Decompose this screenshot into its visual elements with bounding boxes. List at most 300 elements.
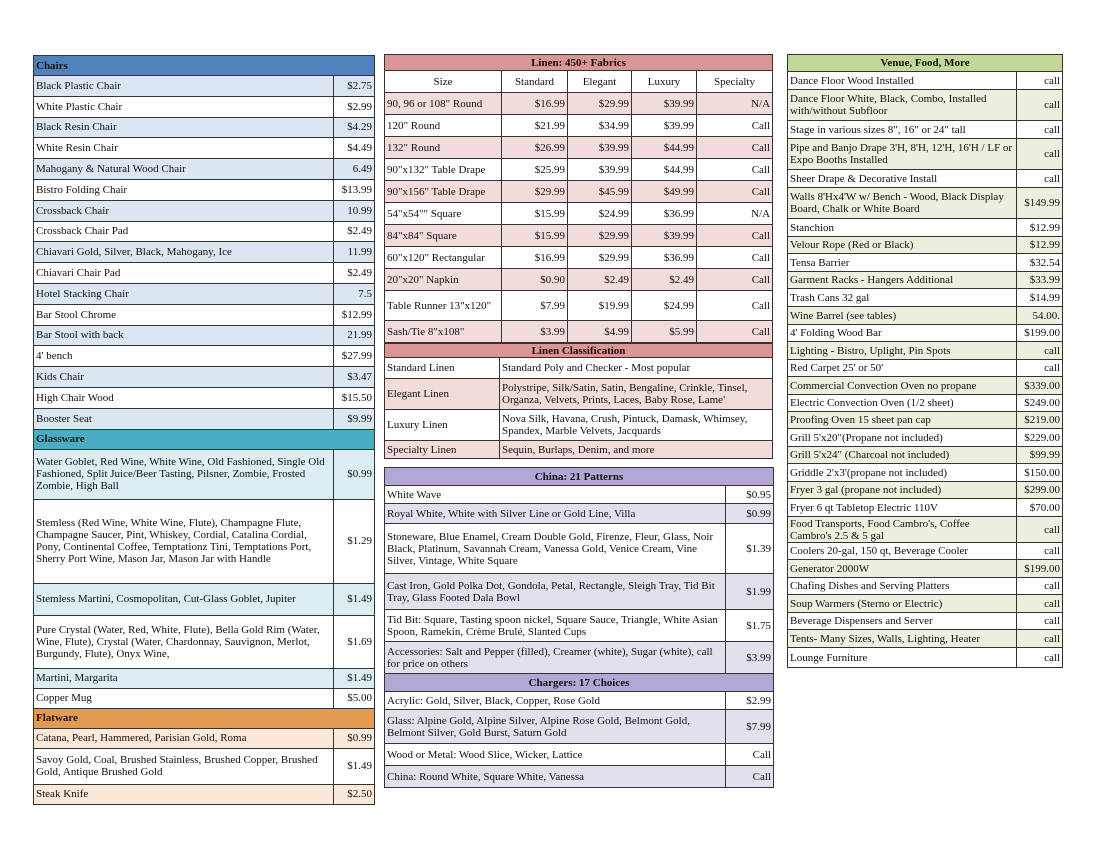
linen-price: $39.99 <box>568 137 632 159</box>
venue-item-price: $149.99 <box>1017 188 1063 219</box>
linen-price: $25.99 <box>502 159 568 181</box>
china-item-price: $0.99 <box>726 504 774 524</box>
glassware-item <box>34 499 375 583</box>
chair-item-price: 21.99 <box>334 325 375 346</box>
chair-item-name: Chiavari Chair Pad <box>34 263 334 284</box>
venue-item-name: Proofing Oven 15 sheet pan cap <box>788 412 1017 429</box>
venue-item-price: $99.99 <box>1017 447 1063 464</box>
venue-item-name: Velour Rope (Red or Black) <box>788 237 1017 254</box>
linen-price: Call <box>697 137 773 159</box>
charger-item-name: Glass: Alpine Gold, Alpine Silver, Alpine Rose Gold, Belmont Gold, Belmont Silver, Gold Burst, Saturn Gold <box>385 710 726 744</box>
linen-class-desc: Standard Poly and Checker - Most popular <box>500 358 773 379</box>
linen-price: $7.99 <box>502 291 568 321</box>
glassware-item-name: Copper Mug <box>34 688 334 708</box>
linen-price: Call <box>697 291 773 321</box>
venue-item-name: Lounge Furniture <box>788 648 1017 668</box>
chair-item-name: White Plastic Chair <box>34 96 334 117</box>
venue-item-price: call <box>1017 90 1063 121</box>
china-item <box>385 486 774 504</box>
chair-item <box>34 221 375 242</box>
chair-item-price: 6.49 <box>334 159 375 180</box>
venue-item-price: $150.00 <box>1017 464 1063 482</box>
charger-item-price: Call <box>726 766 774 788</box>
chair-item-name: Bar Stool Chrome <box>34 304 334 325</box>
chair-item-price: $2.49 <box>334 263 375 284</box>
linen-classification-header: Linen Classification <box>385 344 773 358</box>
venue-item-price: $14.99 <box>1017 289 1063 307</box>
venue-food-table <box>787 54 1063 668</box>
chair-item-name: Crossback Chair Pad <box>34 221 334 242</box>
linen-size: 120" Round <box>385 115 502 137</box>
linen-price: $16.99 <box>502 247 568 269</box>
flatware-header: Flatware <box>34 708 375 728</box>
venue-item-name: Dance Floor White, Black, Combo, Installed with/without Subfloor <box>788 90 1017 121</box>
venue-header-row <box>788 55 1063 72</box>
venue-item-price: call <box>1017 613 1063 630</box>
venue-item-name: Food Transports, Food Cambro's, Coffee Cambro's 2.5 & 5 gal <box>788 517 1017 543</box>
venue-item <box>788 499 1063 517</box>
linen-size: 54"x54"" Square <box>385 203 502 225</box>
chairs-header: Chairs <box>34 56 375 76</box>
venue-item-name: Sheer Drape & Decorative Install <box>788 170 1017 188</box>
venue-item-price: call <box>1017 578 1063 595</box>
charger-item-name: Acrylic: Gold, Silver, Black, Copper, Rose Gold <box>385 692 726 710</box>
glassware-item <box>34 688 375 708</box>
linen-price: Call <box>697 181 773 203</box>
linen-column-header: Luxury <box>632 71 697 93</box>
chair-item-price: $15.50 <box>334 387 375 408</box>
glassware-item <box>34 615 375 668</box>
venue-item <box>788 237 1063 254</box>
venue-item <box>788 429 1063 447</box>
chair-item-name: Hotel Stacking Chair <box>34 283 334 304</box>
chair-item-price: $2.49 <box>334 221 375 242</box>
china-item-price: $0.95 <box>726 486 774 504</box>
venue-item-name: Trash Cans 32 gal <box>788 289 1017 307</box>
chair-item-price: $13.99 <box>334 179 375 200</box>
chair-item-name: Chiavari Gold, Silver, Black, Mahogany, Ice <box>34 242 334 263</box>
glassware-item-name: Martini, Margarita <box>34 668 334 688</box>
venue-item <box>788 170 1063 188</box>
linen-class-desc: Nova Silk, Havana, Crush, Pintuck, Damask, Whimsey, Spandex, Marble Velvets, Jacquards <box>500 410 773 441</box>
linen-size: 132" Round <box>385 137 502 159</box>
linen-column-header: Standard <box>502 71 568 93</box>
china-chargers-table <box>384 467 774 788</box>
charger-item-name: Wood or Metal: Wood Slice, Wicker, Lattice <box>385 744 726 766</box>
chair-item-price: $2.99 <box>334 96 375 117</box>
venue-item-name: Lighting - Bistro, Uplight, Pin Spots <box>788 342 1017 360</box>
linen-header: Linen: 450+ Fabrics <box>385 55 773 71</box>
chair-item-price: $9.99 <box>334 408 375 429</box>
china-item <box>385 610 774 642</box>
chair-item <box>34 408 375 429</box>
venue-item-price: call <box>1017 72 1063 90</box>
venue-item-name: Commercial Convection Oven no propane <box>788 377 1017 395</box>
chair-item-name: Bistro Folding Chair <box>34 179 334 200</box>
linen-class-name: Luxury Linen <box>385 410 500 441</box>
venue-item-price: $12.99 <box>1017 219 1063 237</box>
linen-row <box>385 269 773 291</box>
linen-size: 90"x132" Table Drape <box>385 159 502 181</box>
venue-item-price: $339.00 <box>1017 377 1063 395</box>
venue-item-name: 4' Folding Wood Bar <box>788 325 1017 342</box>
linen-row <box>385 181 773 203</box>
chair-item <box>34 96 375 117</box>
linen-size: 20"x20" Napkin <box>385 269 502 291</box>
venue-item-price: $70.00 <box>1017 499 1063 517</box>
linen-column-header: Elegant <box>568 71 632 93</box>
venue-item-name: Coolers 20-gal, 150 qt, Beverage Cooler <box>788 543 1017 560</box>
linen-class-desc: Polystripe, Silk/Satin, Satin, Bengaline, Crinkle, Tinsel, Organza, Velvets, Prints, Laces, Baby Rose, Lame' <box>500 379 773 410</box>
linen-class-desc: Sequin, Burlaps, Denim, and more <box>500 441 773 459</box>
glassware-item-price: $1.49 <box>334 583 375 615</box>
venue-item <box>788 307 1063 325</box>
linen-price: $4.99 <box>568 321 632 343</box>
chair-item-name: Black Plastic Chair <box>34 76 334 97</box>
linen-class-row <box>385 410 773 441</box>
linen-price: $36.99 <box>632 203 697 225</box>
chair-item-price: 10.99 <box>334 200 375 221</box>
chair-item-name: Kids Chair <box>34 367 334 388</box>
china-item-price: $3.99 <box>726 642 774 674</box>
linen-price: $3.99 <box>502 321 568 343</box>
linen-price: Call <box>697 225 773 247</box>
linen-price: $39.99 <box>632 93 697 115</box>
venue-item <box>788 412 1063 429</box>
glassware-item-name: Stemless Martini, Cosmopolitan, Cut-Glass Goblet, Jupiter <box>34 583 334 615</box>
venue-item-name: Griddle 2'x3'(propane not included) <box>788 464 1017 482</box>
chair-item <box>34 76 375 97</box>
glassware-item-price: $1.29 <box>334 499 375 583</box>
venue-item <box>788 613 1063 630</box>
venue-item <box>788 560 1063 578</box>
linen-price: $2.49 <box>568 269 632 291</box>
venue-item-price: $12.99 <box>1017 237 1063 254</box>
linen-price: $5.99 <box>632 321 697 343</box>
glassware-item <box>34 583 375 615</box>
china-item-price: $1.39 <box>726 524 774 574</box>
china-item <box>385 642 774 674</box>
venue-item <box>788 272 1063 289</box>
venue-item-name: Garment Racks - Hangers Additional <box>788 272 1017 289</box>
venue-item <box>788 464 1063 482</box>
glassware-item-price: $5.00 <box>334 688 375 708</box>
chair-item-price: 11.99 <box>334 242 375 263</box>
glassware-item <box>34 449 375 499</box>
linen-size: Sash/Tie 8"x108" <box>385 321 502 343</box>
venue-item-name: Grill 5'x20"(Propane not included) <box>788 429 1017 447</box>
venue-item <box>788 578 1063 595</box>
glassware-header-row <box>34 429 375 449</box>
venue-item <box>788 325 1063 342</box>
chair-item-price: $2.75 <box>334 76 375 97</box>
flatware-item <box>34 784 375 804</box>
glassware-item <box>34 668 375 688</box>
linen-size: 60"x120" Rectangular <box>385 247 502 269</box>
linen-row <box>385 137 773 159</box>
chair-item <box>34 117 375 138</box>
glassware-item-name: Water Goblet, Red Wine, White Wine, Old Fashioned, Single Old Fashioned, Split Juice/Beer Tasting, Pilsner, Zombie, Frosted Zombie, High Ball <box>34 449 334 499</box>
venue-item <box>788 377 1063 395</box>
linen-price: $24.99 <box>568 203 632 225</box>
linen-price: $29.99 <box>568 225 632 247</box>
chair-item-name: Crossback Chair <box>34 200 334 221</box>
venue-item-name: Chafing Dishes and Serving Platters <box>788 578 1017 595</box>
linen-price: Call <box>697 115 773 137</box>
chair-item-name: White Resin Chair <box>34 138 334 159</box>
venue-item <box>788 139 1063 170</box>
venue-item <box>788 447 1063 464</box>
chair-item-name: High Chair Wood <box>34 387 334 408</box>
linen-classification-table <box>384 343 773 459</box>
venue-item-name: Stanchion <box>788 219 1017 237</box>
linen-column-headers <box>385 71 773 93</box>
linen-price: $39.99 <box>632 115 697 137</box>
linen-row <box>385 321 773 343</box>
venue-item-name: Fryer 6 qt Tabletop Electric 110V <box>788 499 1017 517</box>
venue-item-name: Soup Warmers (Sterno or Electric) <box>788 595 1017 613</box>
linen-row <box>385 115 773 137</box>
venue-item <box>788 219 1063 237</box>
linen-price: $15.99 <box>502 203 568 225</box>
linen-price: $29.99 <box>568 93 632 115</box>
linen-class-row <box>385 379 773 410</box>
glassware-item-price: $1.49 <box>334 668 375 688</box>
linen-price: $2.49 <box>632 269 697 291</box>
charger-item <box>385 766 774 788</box>
venue-item-name: Fryer 3 gal (propane not included) <box>788 482 1017 499</box>
glassware-item-name: Pure Crystal (Water, Red, White, Flute), Bella Gold Rim (Water, Wine, Flute), Crystal (Water, Chardonnay, Sauvignon, Merlot, Burgundy, Flute), Onyx Wine, <box>34 615 334 668</box>
linen-column-header: Specialty <box>697 71 773 93</box>
linen-price: $0.90 <box>502 269 568 291</box>
linen-size: 84"x84" Square <box>385 225 502 247</box>
venue-item-name: Tensa Barrier <box>788 254 1017 272</box>
linen-price: $39.99 <box>632 225 697 247</box>
chairs-header-row <box>34 56 375 76</box>
china-item-name: White Wave <box>385 486 726 504</box>
venue-item-name: Walls 8'Hx4'W w/ Bench - Wood, Black Display Board, Chalk or White Board <box>788 188 1017 219</box>
chair-item <box>34 325 375 346</box>
venue-item <box>788 543 1063 560</box>
charger-item-price: $7.99 <box>726 710 774 744</box>
venue-item-price: $299.00 <box>1017 482 1063 499</box>
chair-item-name: Mahogany & Natural Wood Chair <box>34 159 334 180</box>
linen-price: $26.99 <box>502 137 568 159</box>
china-item <box>385 574 774 610</box>
china-item-price: $1.75 <box>726 610 774 642</box>
charger-item <box>385 692 774 710</box>
venue-item-price: $32.54 <box>1017 254 1063 272</box>
venue-item-price: $249.00 <box>1017 395 1063 412</box>
linen-price: N/A <box>697 203 773 225</box>
chair-item <box>34 159 375 180</box>
venue-item-name: Wine Barrel (see tables) <box>788 307 1017 325</box>
venue-item <box>788 90 1063 121</box>
linen-row <box>385 225 773 247</box>
venue-item-name: Beverage Dispensers and Server <box>788 613 1017 630</box>
linen-price: $21.99 <box>502 115 568 137</box>
china-item-name: Royal White, White with Silver Line or Gold Line, Villa <box>385 504 726 524</box>
chair-item <box>34 200 375 221</box>
venue-item-price: $199.00 <box>1017 560 1063 578</box>
venue-item <box>788 342 1063 360</box>
chair-item-price: $27.99 <box>334 346 375 367</box>
venue-item <box>788 121 1063 139</box>
venue-item-name: Tents- Many Sizes, Walls, Lighting, Heater <box>788 630 1017 648</box>
linen-class-name: Standard Linen <box>385 358 500 379</box>
flatware-item-name: Steak Knife <box>34 784 334 804</box>
linen-price: N/A <box>697 93 773 115</box>
venue-item <box>788 188 1063 219</box>
venue-item-name: Electric Convection Oven (1/2 sheet) <box>788 395 1017 412</box>
chair-item-name: Bar Stool with back <box>34 325 334 346</box>
venue-item-name: Grill 5'x24" (Charcoal not included) <box>788 447 1017 464</box>
chair-item <box>34 138 375 159</box>
venue-header: Venue, Food, More <box>788 55 1063 72</box>
venue-item-name: Dance Floor Wood Installed <box>788 72 1017 90</box>
chair-item-price: $12.99 <box>334 304 375 325</box>
venue-item <box>788 254 1063 272</box>
chair-item-price: $4.49 <box>334 138 375 159</box>
linen-price: $44.99 <box>632 159 697 181</box>
venue-item-name: Pipe and Banjo Drape 3'H, 8'H, 12'H, 16'H / LF or Expo Booths Installed <box>788 139 1017 170</box>
linen-price: $15.99 <box>502 225 568 247</box>
flatware-item-name: Catana, Pearl, Hammered, Parisian Gold, Roma <box>34 728 334 748</box>
venue-item-price: call <box>1017 648 1063 668</box>
linen-row <box>385 93 773 115</box>
glassware-header: Glassware <box>34 429 375 449</box>
charger-item <box>385 710 774 744</box>
chair-item-price: 7.5 <box>334 283 375 304</box>
linen-column-header: Size <box>385 71 502 93</box>
linen-price: $19.99 <box>568 291 632 321</box>
china-header: China: 21 Patterns <box>385 468 774 486</box>
venue-item-name: Stage in various sizes 8", 16" or 24" tall <box>788 121 1017 139</box>
linen-classification-header-row <box>385 344 773 358</box>
flatware-item <box>34 728 375 748</box>
linen-price: $34.99 <box>568 115 632 137</box>
linen-class-row <box>385 441 773 459</box>
linen-size: 90"x156" Table Drape <box>385 181 502 203</box>
linen-price: $49.99 <box>632 181 697 203</box>
linen-price: $29.99 <box>568 247 632 269</box>
linen-price: Call <box>697 269 773 291</box>
chair-item <box>34 387 375 408</box>
chair-item-name: Booster Seat <box>34 408 334 429</box>
chair-item <box>34 367 375 388</box>
flatware-item-price: $0.99 <box>334 728 375 748</box>
venue-item-price: call <box>1017 170 1063 188</box>
venue-item-price: $229.00 <box>1017 429 1063 447</box>
chair-item <box>34 242 375 263</box>
venue-item <box>788 517 1063 543</box>
linen-table <box>384 54 773 343</box>
venue-item-price: call <box>1017 595 1063 613</box>
venue-item-price: $219.00 <box>1017 412 1063 429</box>
flatware-item-price: $1.49 <box>334 748 375 784</box>
venue-item-name: Generator 2000W <box>788 560 1017 578</box>
china-item-name: Accessories: Salt and Pepper (filled), Creamer (white), Sugar (white), call for price on others <box>385 642 726 674</box>
chair-item <box>34 263 375 284</box>
linen-price: Call <box>697 321 773 343</box>
glassware-item-price: $0.99 <box>334 449 375 499</box>
china-item-name: Cast Iron, Gold Polka Dot, Gondola, Petal, Rectangle, Sleigh Tray, Tid Bit Tray, Glass Footed Dala Bowl <box>385 574 726 610</box>
linen-price: Call <box>697 159 773 181</box>
venue-item-price: call <box>1017 342 1063 360</box>
china-item <box>385 504 774 524</box>
chair-item-name: Black Resin Chair <box>34 117 334 138</box>
linen-row <box>385 247 773 269</box>
china-header-row <box>385 468 774 486</box>
linen-price: $44.99 <box>632 137 697 159</box>
flatware-item-name: Savoy Gold, Coal, Brushed Stainless, Brushed Copper, Brushed Gold, Antique Brushed Gold <box>34 748 334 784</box>
chairs-glassware-flatware-table <box>33 55 375 805</box>
linen-row <box>385 203 773 225</box>
venue-item <box>788 648 1063 668</box>
venue-item-price: $199.00 <box>1017 325 1063 342</box>
glassware-item-price: $1.69 <box>334 615 375 668</box>
venue-item <box>788 482 1063 499</box>
venue-item <box>788 360 1063 377</box>
chair-item <box>34 179 375 200</box>
chair-item <box>34 283 375 304</box>
venue-item <box>788 595 1063 613</box>
linen-size: 90, 96 or 108" Round <box>385 93 502 115</box>
china-item <box>385 524 774 574</box>
linen-price: $24.99 <box>632 291 697 321</box>
linen-class-name: Elegant Linen <box>385 379 500 410</box>
chargers-header-row <box>385 674 774 692</box>
linen-price: $39.99 <box>568 159 632 181</box>
charger-item-price: $2.99 <box>726 692 774 710</box>
china-item-price: $1.99 <box>726 574 774 610</box>
chair-item <box>34 346 375 367</box>
venue-item-price: call <box>1017 517 1063 543</box>
linen-size: Table Runner 13"x120" <box>385 291 502 321</box>
charger-item-price: Call <box>726 744 774 766</box>
linen-price: $29.99 <box>502 181 568 203</box>
china-item-name: Stoneware, Blue Enamel, Cream Double Gold, Firenze, Fleur, Glass, Noir Black, Platinum, Savannah Cream, Vanessa Gold, Venice Cream, Vine Silver, Vintage, White Square <box>385 524 726 574</box>
charger-item-name: China: Round White, Square White, Vanessa <box>385 766 726 788</box>
chargers-header: Chargers: 17 Choices <box>385 674 774 692</box>
linen-row <box>385 159 773 181</box>
venue-item <box>788 72 1063 90</box>
flatware-item <box>34 748 375 784</box>
flatware-item-price: $2.50 <box>334 784 375 804</box>
linen-price: $36.99 <box>632 247 697 269</box>
venue-item-price: 54.00. <box>1017 307 1063 325</box>
venue-item <box>788 289 1063 307</box>
chair-item-name: 4' bench <box>34 346 334 367</box>
venue-item <box>788 395 1063 412</box>
linen-row <box>385 291 773 321</box>
linen-price: Call <box>697 247 773 269</box>
venue-item-price: call <box>1017 121 1063 139</box>
china-item-name: Tid Bit: Square, Tasting spoon nickel, Square Sauce, Triangle, White Asian Spoon, Ramekin, Crème Brulé, Slanted Cups <box>385 610 726 642</box>
charger-item <box>385 744 774 766</box>
linen-header-row <box>385 55 773 71</box>
venue-item <box>788 630 1063 648</box>
venue-item-name: Red Carpet 25' or 50' <box>788 360 1017 377</box>
chair-item-price: $3.47 <box>334 367 375 388</box>
chair-item-price: $4.29 <box>334 117 375 138</box>
chair-item <box>34 304 375 325</box>
linen-price: $16.99 <box>502 93 568 115</box>
venue-item-price: call <box>1017 630 1063 648</box>
venue-item-price: $33.99 <box>1017 272 1063 289</box>
venue-item-price: call <box>1017 139 1063 170</box>
linen-class-name: Specialty Linen <box>385 441 500 459</box>
